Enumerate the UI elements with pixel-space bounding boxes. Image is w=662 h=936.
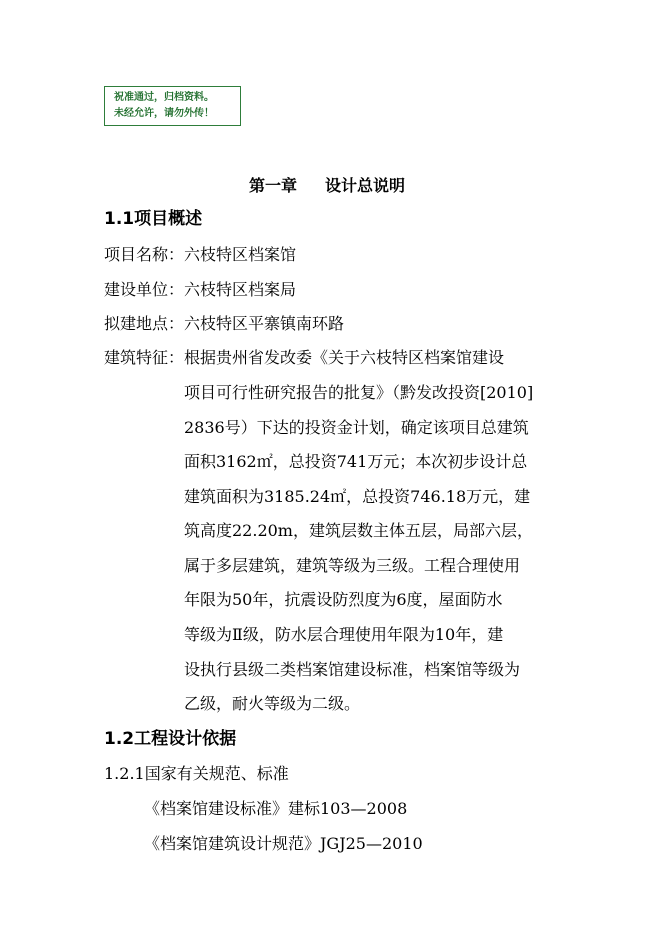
features-line: 属于多层建筑，建筑等级为三级。工程合理使用	[184, 556, 521, 575]
features-label: 建筑特征：	[104, 348, 185, 367]
chapter-title	[249, 176, 405, 196]
features-line: 面积3162㎡，总投资741万元；本次初步设计总	[184, 452, 528, 471]
reference-item: 《档案馆建设标准》建标103—2008	[144, 799, 408, 818]
features-line: 年限为50年，抗震设防烈度为6度，屋面防水	[184, 590, 503, 609]
features-line: 设执行县级二类档案馆建设标准，档案馆等级为	[184, 660, 521, 679]
subsection-heading-1-2-1: 1.2.1国家有关规范、标准	[104, 764, 289, 783]
builder-line: 建设单位：六枝特区档案局	[104, 280, 297, 299]
chapter-number: 第一章	[249, 176, 298, 195]
features-line: 2836号）下达的投资金计划，确定该项目总建筑	[184, 418, 529, 437]
features-line: 等级为Ⅱ级，防水层合理使用年限为10年，建	[184, 625, 504, 644]
features-line: 乙级，耐火等级为二级。	[184, 694, 361, 713]
features-line: 建筑面积为3185.24㎡，总投资746.18万元，建	[184, 487, 531, 506]
location-line: 拟建地点：六枝特区平寨镇南环路	[104, 314, 345, 333]
stamp-line-1: 祝准通过，归档资料。	[114, 92, 214, 103]
features-line: 项目可行性研究报告的批复》（黔发改投资[2010]	[184, 383, 534, 402]
features-line: 根据贵州省发改委《关于六枝特区档案馆建设	[184, 348, 505, 367]
section-heading-1-2: 1.2工程设计依据	[104, 729, 237, 749]
stamp-line-2: 未经允许，请勿外传！	[114, 108, 214, 119]
reference-item: 《档案馆建筑设计规范》JGJ25—2010	[144, 834, 423, 853]
features-line: 筑高度22.20m，建筑层数主体五层，局部六层，	[184, 521, 533, 540]
section-heading-1-1: 1.1项目概述	[104, 209, 203, 229]
chapter-name: 设计总说明	[325, 176, 406, 195]
project-name-line: 项目名称：六枝特区档案馆	[104, 245, 297, 264]
approval-stamp	[104, 86, 241, 126]
